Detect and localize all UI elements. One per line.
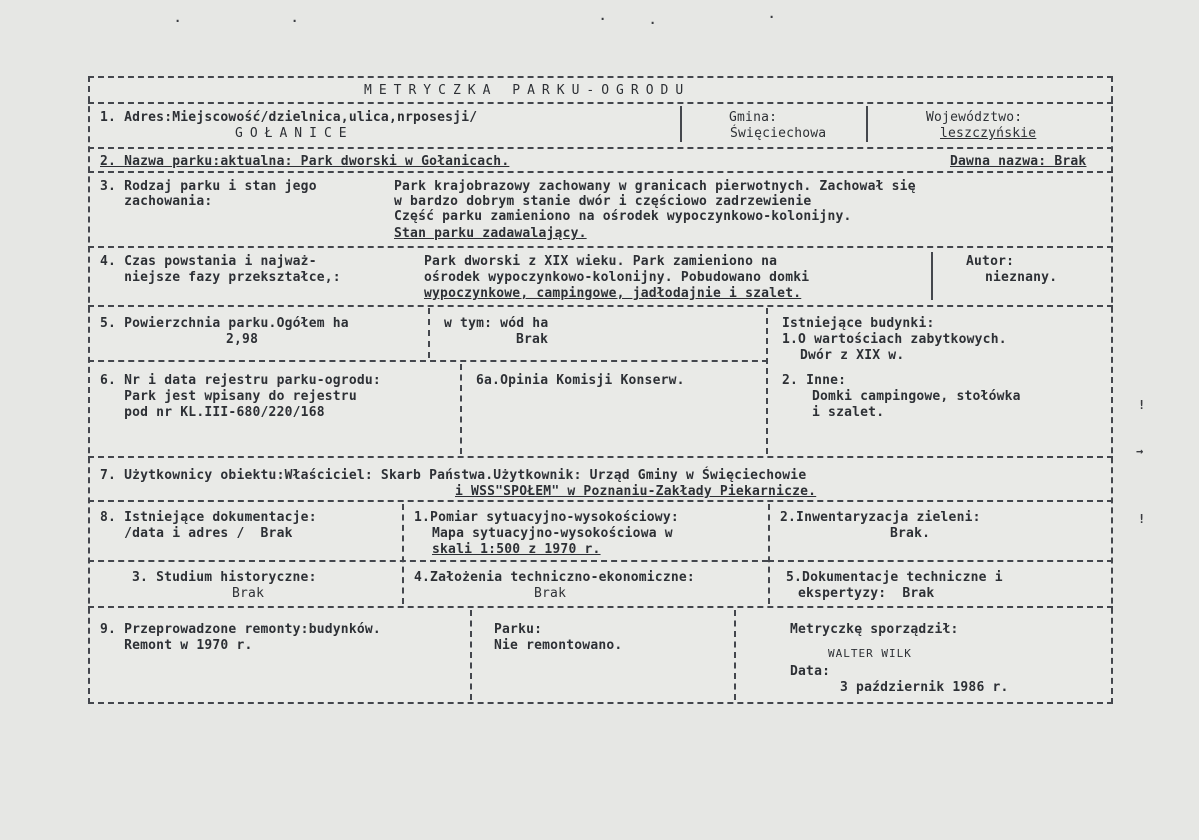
rule-s9-b <box>734 610 736 700</box>
rule-s8b <box>88 606 1113 608</box>
park-repairs-value: Nie remontowano. <box>494 638 623 653</box>
voivodeship-value: leszczyńskie <box>940 126 1037 141</box>
rule-s1-a <box>680 106 682 142</box>
park-type-text-3: Część parku zamieniono na ośrodek wypoczynkowo-kolonijny. <box>394 209 852 224</box>
author-label: Autor: <box>966 254 1015 269</box>
other-buildings-label: 2. Inne: <box>782 373 847 388</box>
park-type-text-1: Park krajobrazowy zachowany w granicach pierwotnych. Zachował się <box>394 179 916 194</box>
origin-text-3: wypoczynkowe, campingowe, jadłodajnie i szalet. <box>424 286 802 301</box>
park-type-label-2: zachowania: <box>100 194 213 209</box>
other-buildings-line-2: i szalet. <box>812 405 885 420</box>
rule-s6-a <box>460 364 462 454</box>
register-label-2: Park jest wpisany do rejestru <box>100 389 357 404</box>
conservation-opinion: 6a.Opinia Komisji Konserw. <box>476 373 685 388</box>
rule-top <box>88 76 1113 78</box>
park-type-text-2: w bardzo dobrym stanie dwór i częściowo zadrzewienie <box>394 194 812 209</box>
buildings-line-1: 1.O wartościach zabytkowych. <box>782 332 1007 347</box>
scan-speck: · <box>174 14 182 28</box>
former-name: Dawna nazwa: Brak <box>950 154 1087 169</box>
date-label: Data: <box>790 664 831 679</box>
rule-s8a-right <box>768 560 1113 562</box>
prepared-by-label: Metryczkę sporządził: <box>790 622 959 637</box>
documentation-label-2: /data i adres / Brak <box>100 526 293 541</box>
greenery-line-1: 2.Inwentaryzacja zieleni: <box>780 510 981 525</box>
rule-s5-b <box>766 308 768 454</box>
rule-s1 <box>88 147 1113 149</box>
gmina-value: Święciechowa <box>730 126 827 141</box>
greenery-line-2: Brak. <box>890 526 931 541</box>
rule-s6 <box>88 456 1113 458</box>
repairs-label-2: Remont w 1970 r. <box>100 638 253 653</box>
tech-docs-line-1: 5.Dokumentacje techniczne i <box>786 570 1003 585</box>
margin-tick: ! <box>1138 512 1146 526</box>
tech-econ-line-2: Brak <box>534 586 567 601</box>
rule-s4 <box>88 305 1113 307</box>
rule-s5-left <box>88 360 768 362</box>
origin-text-2: ośrodek wypoczynkowo-kolonijny. Pobudowano domki <box>424 270 810 285</box>
scan-speck: · <box>291 14 299 28</box>
rule-s8a <box>88 560 768 562</box>
scan-speck: · <box>649 16 657 30</box>
address-value: GOŁANICE <box>235 126 354 141</box>
register-label-3: pod nr KL.III-680/220/168 <box>100 405 325 420</box>
buildings-label: Istniejące budynki: <box>782 316 935 331</box>
origin-label-1: 4. Czas powstania i najważ- <box>100 254 317 269</box>
margin-tick: → <box>1136 444 1144 458</box>
water-value: Brak <box>516 332 549 347</box>
park-name: 2. Nazwa parku:aktualna: Park dworski w Gołanicach. <box>100 154 510 169</box>
origin-text-1: Park dworski z XIX wieku. Park zamieniono na <box>424 254 778 269</box>
scan-speck: · <box>599 12 607 26</box>
water-label: w tym: wód ha <box>444 316 549 331</box>
prepared-by-name: WALTER WILK <box>828 647 912 660</box>
rule-s4-a <box>931 252 933 300</box>
margin-tick: ! <box>1138 398 1146 412</box>
address-label: 1. Adres:Miejscowość/dzielnica,ulica,nrposesji/ <box>100 110 478 125</box>
rule-s5-a <box>428 308 430 358</box>
rule-s8-b <box>768 504 770 604</box>
survey-line-3: skali 1:500 z 1970 r. <box>432 542 601 557</box>
area-label: 5. Powierzchnia parku.Ogółem ha <box>100 316 349 331</box>
survey-line-2: Mapa sytuacyjno-wysokościowa w <box>432 526 673 541</box>
gmina-label: Gmina: <box>729 110 778 125</box>
repairs-label-1: 9. Przeprowadzone remonty:budynków. <box>100 622 381 637</box>
date-value: 3 październik 1986 r. <box>840 680 1009 695</box>
tech-econ-line-1: 4.Założenia techniczno-ekonomiczne: <box>414 570 695 585</box>
rule-bottom <box>88 702 1113 704</box>
rule-s7 <box>88 500 1113 502</box>
users-line-2: i WSS"SPOŁEM" w Poznaniu-Zakłady Piekarnicze. <box>455 484 817 499</box>
rule-s9-a <box>470 610 472 700</box>
rule-s1-b <box>866 106 868 142</box>
rule-left <box>88 76 90 704</box>
rule-title <box>88 102 1113 104</box>
survey-line-1: 1.Pomiar sytuacyjno-wysokościowy: <box>414 510 679 525</box>
history-line-2: Brak <box>232 586 265 601</box>
page-title: METRYCZKA PARKU-OGRODU <box>364 83 691 98</box>
documentation-label-1: 8. Istniejące dokumentacje: <box>100 510 317 525</box>
park-type-text-4: Stan parku zadawalający. <box>394 226 587 241</box>
scan-speck: · <box>768 10 776 24</box>
area-value: 2,98 <box>226 332 259 347</box>
rule-s2 <box>88 171 1113 173</box>
other-buildings-line-1: Domki campingowe, stołówka <box>812 389 1021 404</box>
rule-s3 <box>88 246 1113 248</box>
voivodeship-label: Województwo: <box>926 110 1023 125</box>
park-repairs-label: Parku: <box>494 622 543 637</box>
history-line-1: 3. Studium historyczne: <box>132 570 317 585</box>
rule-s8-a <box>402 504 404 604</box>
users-line-1: 7. Użytkownicy obiektu:Właściciel: Skarb Państwa.Użytkownik: Urząd Gminy w Święciechowie <box>100 468 807 483</box>
register-label-1: 6. Nr i data rejestru parku-ogrodu: <box>100 373 381 388</box>
park-type-label-1: 3. Rodzaj parku i stan jego <box>100 179 317 194</box>
rule-right <box>1111 76 1113 704</box>
author-value: nieznany. <box>985 270 1058 285</box>
buildings-line-2: Dwór z XIX w. <box>800 348 905 363</box>
tech-docs-line-2: ekspertyzy: Brak <box>798 586 935 601</box>
origin-label-2: niejsze fazy przekształce,: <box>100 270 341 285</box>
park-record-card <box>88 76 1113 704</box>
